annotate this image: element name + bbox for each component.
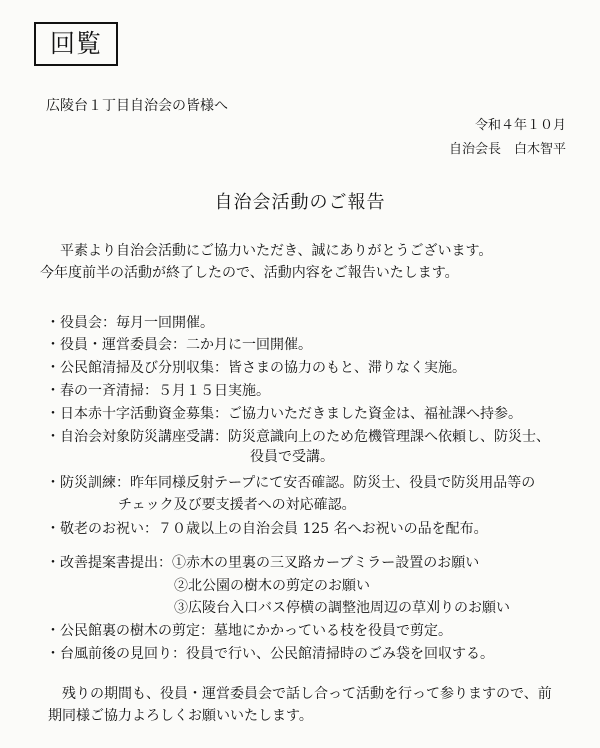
list-item: ・自治会対象防災講座受講：防災意識向上のため危機管理課へ依頼し、防災士、 [46,429,550,445]
list-item: ・役員・運営委員会：二か月に一回開催。 [46,337,312,353]
list-item: ・敬老のお祝い：７０歳以上の自治会員 125 名へお祝いの品を配布。 [46,521,488,537]
closing-line: 残りの期間も、役員・運営委員会で話し合って活動を行って参りますので、前 [62,686,552,702]
list-item: ・改善提案書提出：①赤木の里裏の三叉路カーブミラー設置のお願い [46,555,480,571]
issue-date: 令和４年１０月 [474,118,566,133]
list-item: ・防災訓練：昨年同様反射テープにて安否確認。防災士、役員で防災用品等の [46,475,536,491]
list-item: ・台風前後の見回り：役員で行い、公民館清掃時のごみ袋を回収する。 [46,646,494,662]
circulation-stamp: 回覧 [34,22,118,66]
addressee: 広陵台１丁目自治会の皆様へ [46,98,228,114]
list-item-continuation: チェック及び要支援者への対応確認。 [118,497,356,513]
author: 自治会長 白木智平 [448,142,566,157]
list-item: ・公民館清掃及び分別収集：皆さまの協力のもと、滞りなく実施。 [46,360,466,376]
list-item-continuation: 役員で受講。 [250,449,334,465]
intro-line: 今年度前半の活動が終了したので、活動内容をご報告いたします。 [40,265,459,281]
closing-paragraph [48,683,552,727]
intro-paragraph [40,240,492,284]
intro-line: 平素より自治会活動にご協力いただき、誠にありがとうございます。 [60,243,493,259]
list-item-continuation: ③広陵台入口バス停横の調整池周辺の草刈りのお願い [174,600,510,616]
list-item: ・日本赤十字活動資金募集：ご協力いただきました資金は、福祉課へ持参。 [46,406,522,422]
list-item: ・役員会：毎月一回開催。 [46,315,214,331]
document-title: 自治会活動のご報告 [214,192,386,213]
list-item: ・公民館裏の樹木の剪定：墓地にかかっている枝を役員で剪定。 [46,623,452,639]
closing-line: 期同様ご協力よろしくお願いいたします。 [48,708,313,724]
list-item-continuation: ②北公園の樹木の剪定のお願い [174,578,370,594]
list-item: ・春の一斉清掃：５月１５日実施。 [46,383,270,399]
